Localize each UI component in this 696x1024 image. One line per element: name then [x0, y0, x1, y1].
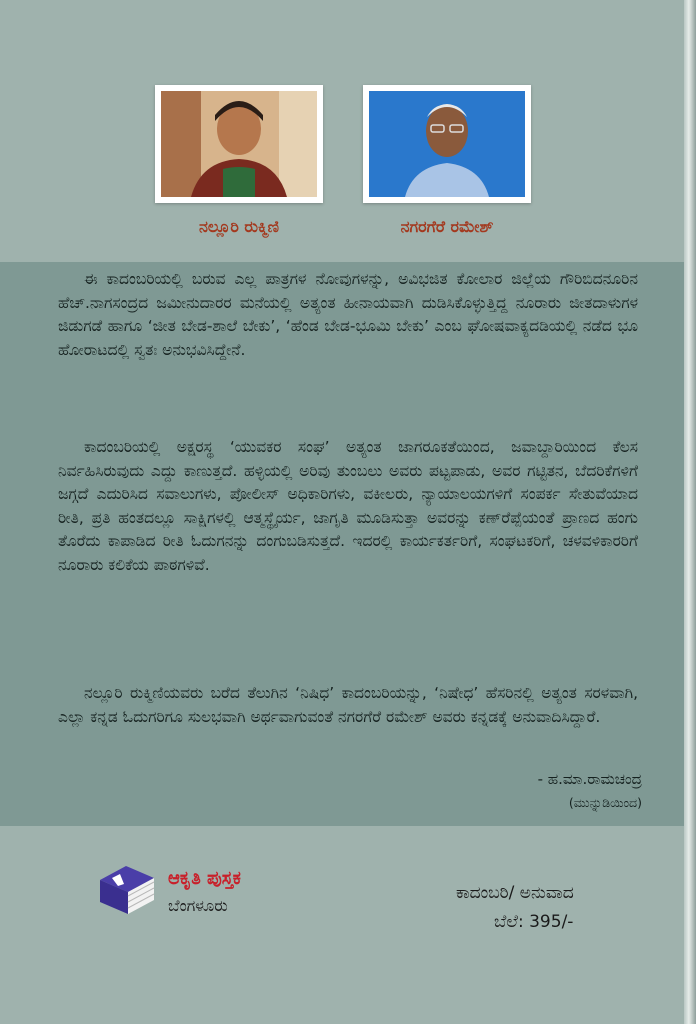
- book-price: ಬೆಲೆ: 395/-: [494, 912, 574, 932]
- translator-portrait-graphic: [369, 91, 525, 197]
- author-photo: [161, 91, 317, 197]
- blurb-paragraph-1: ಈ ಕಾದಂಬರಿಯಲ್ಲಿ ಬರುವ ಎಲ್ಲ ಪಾತ್ರಗಳ ನೋವುಗಳನ್ನು, ಅವಿಭಜಿತ ಕೋಲಾರ ಜಿಲ್ಲೆಯ ಗೌರಿಬಿದನೂರಿನ ಹೆಚ್.ನಾಗಸಂದ್ರದ ಜಮೀನುದಾರರ ಮನೆಯಲ್ಲಿ ಅತ್ಯಂತ ಹೀನಾಯವಾಗಿ ದುಡಿಸಿಕೊಳ್ಳುತ್ತಿದ್ದ ನೂರಾರು ಜೀತದಾಳುಗಳ ಜಿಡುಗಡೆ ಹಾಗೂ ‘ಜೀತ ಬೇಡ-ಶಾಲೆ ಬೇಕು’, ‘ಹೆಂಡ ಬೇಡ-ಭೂಮಿ ಬೇಕು’ ಎಂಬ ಘೋಷವಾಕ್ಯದಡಿಯಲ್ಲಿ ನಡೆದ ಭೂ ಹೋರಾಟದಲ್ಲಿ ಸ್ವತಃ ಅನುಭವಿಸಿದ್ದೇನೆ.: [58, 270, 638, 359]
- signature-source-note: (ಮುನ್ನುಡಿಯಿಂದ): [568, 795, 642, 810]
- book-genre: ಕಾದಂಬರಿ/ ಅನುವಾದ: [456, 883, 574, 903]
- blurb-paragraph-2: ಕಾದಂಬರಿಯಲ್ಲಿ ಅಕ್ಷರಸ್ಥ ‘ಯುವಕರ ಸಂಘ’ ಅತ್ಯಂತ ಜಾಗರೂಕತೆಯಿಂದ, ಜವಾಬ್ದಾರಿಯಿಂದ ಕೆಲಸ ನಿರ್ವಹಿಸಿರುವುದು ಎದ್ದು ಕಾಣುತ್ತದೆ. ಹಳ್ಳಿಯಲ್ಲಿ ಅರಿವು ತುಂಬಲು ಅವರು ಪಟ್ಟಪಾಡು, ಅವರ ಗಟ್ಟಿತನ, ಬೆದರಿಕೆಗಳಿಗೆ ಜಗ್ಗದೆ ಎದುರಿಸಿದ ಸವಾಲುಗಳು, ಪೋಲೀಸ್ ಅಧಿಕಾರಿಗಳು, ವಕೀಲರು, ನ್ಯಾಯಾಲಯಗಳಿಗೆ ಸಂಪರ್ಕ ಸೇತುವೆಯಾದ ರೀತಿ, ಪ್ರತಿ ಹಂತದಲ್ಲೂ ಸಾಕ್ಷಿಗಳಲ್ಲಿ ಆತ್ಮಸ್ಥೈರ್ಯ, ಜಾಗೃತಿ ಮೂಡಿಸುತ್ತಾ ಅವರನ್ನು ಕಣ್‌ರೆಪ್ಪೆಯಂತೆ ಪ್ರಾಣದ ಹಂಗು ತೊರೆದು ಕಾಪಾಡಿದ ರೀತಿ ಓದುಗನನ್ನು ದಂಗುಬಡಿಸುತ್ತದೆ. ಇದರಲ್ಲಿ ಕಾರ್ಯಕರ್ತರಿಗೆ, ಸಂಘಟಕರಿಗೆ, ಚಳವಳಿಕಾರರಿಗೆ ನೂರಾರು ಕಲಿಕೆಯ ಪಾಠಗಳಿವೆ.: [58, 438, 638, 574]
- publisher-city: ಬೆಂಗಳೂರು: [168, 896, 228, 915]
- page-edge: [684, 0, 696, 1024]
- blurb-paragraph-3: ನಲ್ಲೂರಿ ರುಕ್ಮಿಣಿಯವರು ಬರೆದ ತೆಲುಗಿನ ‘ನಿಷಿಧ’ ಕಾದಂಬರಿಯನ್ನು, ‘ನಿಷೇಧ’ ಹೆಸರಿನಲ್ಲಿ ಅತ್ಯಂತ ಸರಳವಾಗಿ, ಎಲ್ಲಾ ಕನ್ನಡ ಓದುಗರಿಗೂ ಸುಲಭವಾಗಿ ಅರ್ಥವಾಗುವಂತೆ ನಗರಗೆರೆ ರಮೇಶ್ ಅವರು ಕನ್ನಡಕ್ಕೆ ಅನುವಾದಿಸಿದ್ದಾರೆ.: [58, 684, 638, 726]
- author-name: ನಲ್ಲೂರಿ ರುಕ್ಮಿಣಿ: [199, 217, 279, 236]
- translator-name: ನಗರಗೆರೆ ರಮೇಶ್: [400, 217, 494, 236]
- publisher-name: ಆಕೃತಿ ಪುಸ್ತಕ: [168, 868, 241, 889]
- translator-photo: [369, 91, 525, 197]
- blurb-signature: - ಹ.ಮಾ.ರಾಮಚಂದ್ರ: [537, 770, 642, 788]
- publisher-book-logo-icon: [96, 862, 158, 918]
- author-portrait-graphic: [161, 91, 317, 197]
- author-photo-frame: [155, 85, 323, 203]
- translator-photo-frame: [363, 85, 531, 203]
